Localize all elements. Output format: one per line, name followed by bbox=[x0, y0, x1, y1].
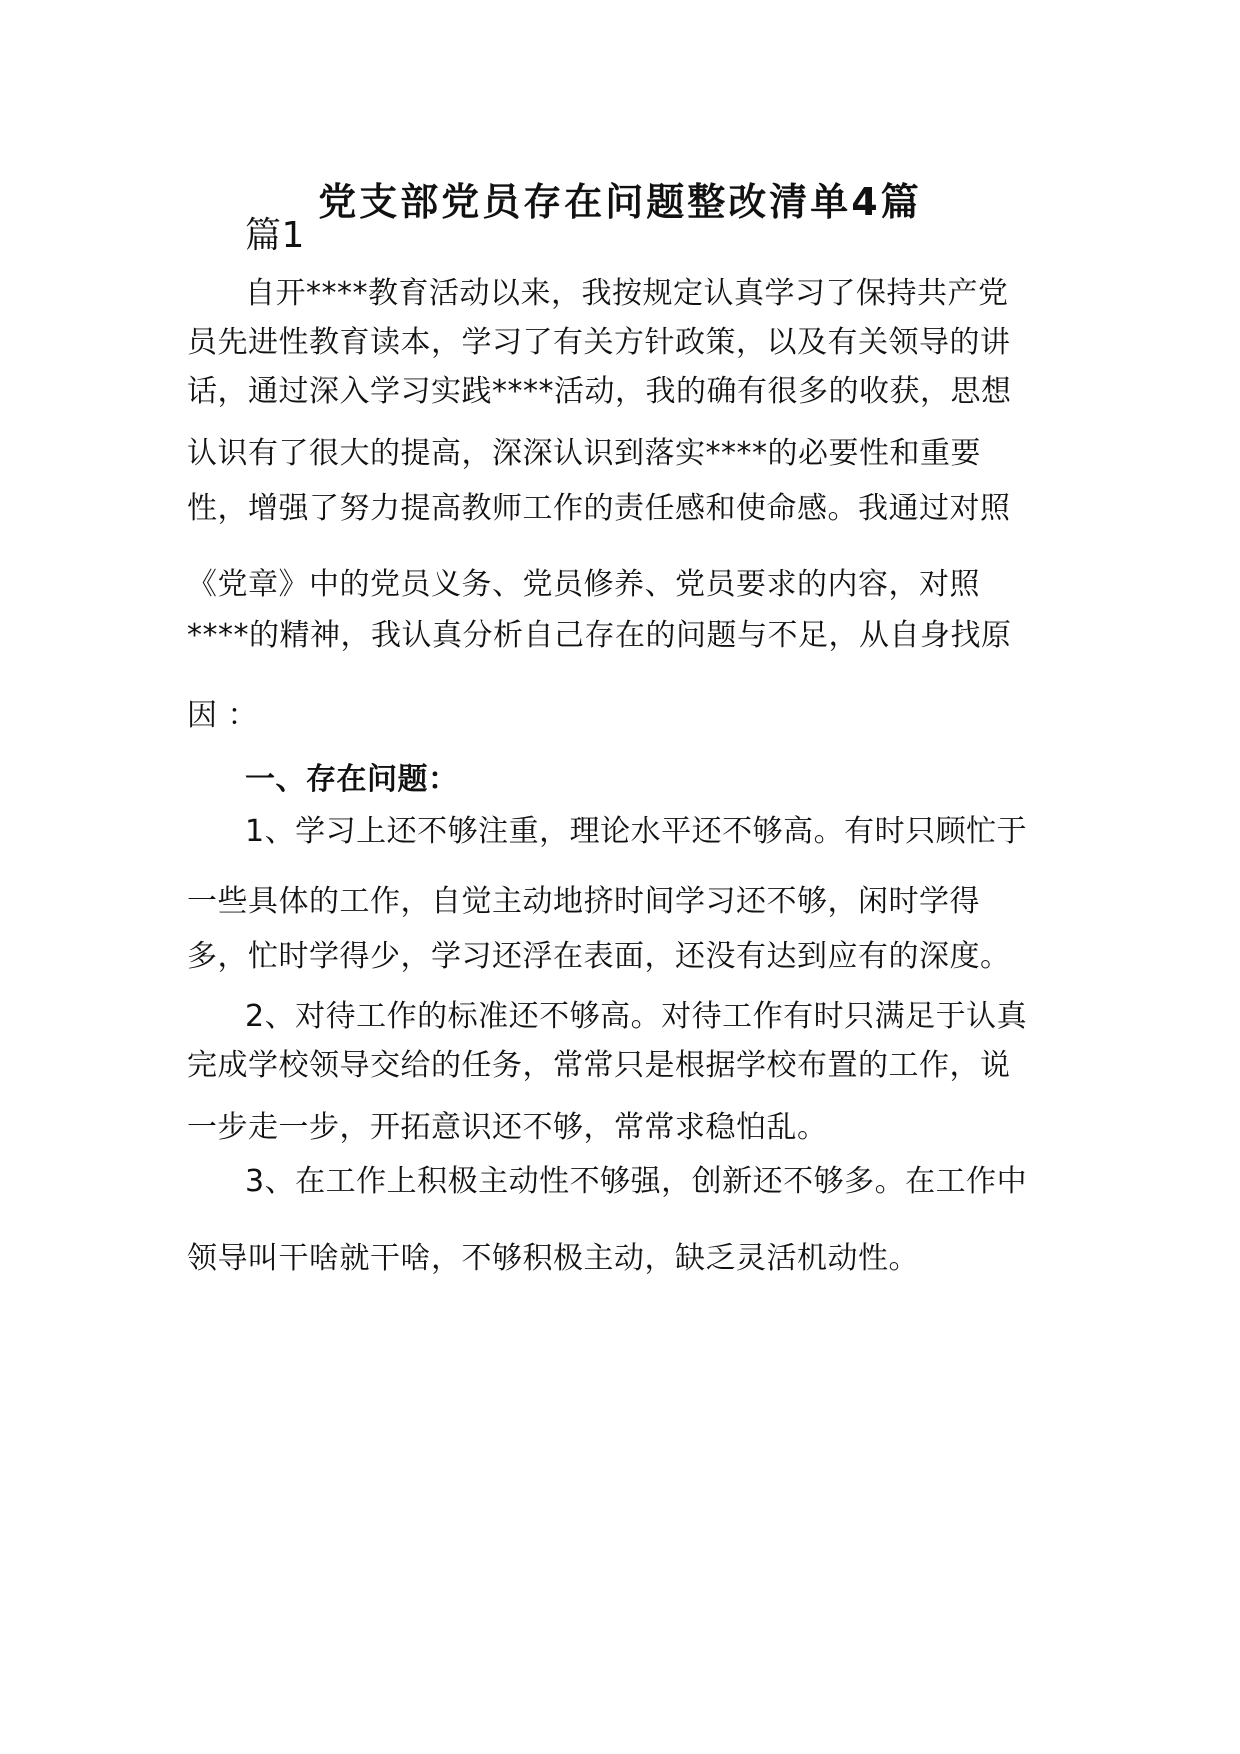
paragraph-line: ****的精神，我认真分析自己存在的问题与不足，从自身找原 bbox=[187, 618, 1012, 653]
paragraph-line: 员先进性教育读本，学习了有关方针政策，以及有关领导的讲 bbox=[187, 325, 1011, 360]
list-item-line: 多，忙时学得少，学习还浮在表面，还没有达到应有的深度。 bbox=[187, 939, 1011, 974]
paragraph-line: 认识有了很大的提高，深深认识到落实****的必要性和重要 bbox=[187, 436, 981, 471]
list-item-line: 完成学校领导交给的任务，常常只是根据学校布置的工作，说 bbox=[187, 1048, 1011, 1083]
paragraph-line: 性，增强了努力提高教师工作的责任感和使命感。我通过对照 bbox=[187, 491, 1011, 526]
heading-existing-problems: 一、存在问题： bbox=[245, 762, 459, 797]
list-item-line: 一步走一步，开拓意识还不够，常常求稳怕乱。 bbox=[187, 1110, 828, 1145]
paragraph-line: 话，通过深入学习实践****活动，我的确有很多的收获，思想 bbox=[187, 374, 1012, 409]
paragraph-line: 因 ： bbox=[187, 698, 259, 733]
paragraph-line: 自开****教育活动以来，我按规定认真学习了保持共产党 bbox=[245, 276, 1009, 311]
list-item-line: 领导叫干啥就干啥，不够积极主动，缺乏灵活机动性。 bbox=[187, 1241, 919, 1276]
list-item-line: 2、对待工作的标准还不够高。对待工作有时只满足于认真 bbox=[245, 999, 1028, 1034]
paragraph-line: 《党章》中的党员义务、党员修养、党员要求的内容，对照 bbox=[187, 567, 980, 602]
list-item-line: 3、在工作上积极主动性不够强，创新还不够多。在工作中 bbox=[245, 1164, 1028, 1199]
document-title: 党支部党员存在问题整改清单4篇 bbox=[318, 180, 922, 224]
list-item-line: 1、学习上还不够注重，理论水平还不够高。有时只顾忙于 bbox=[245, 814, 1028, 849]
list-item-line: 一些具体的工作，自觉主动地挤时间学习还不够，闲时学得 bbox=[187, 884, 980, 919]
section-label: 篇1 bbox=[245, 215, 305, 256]
